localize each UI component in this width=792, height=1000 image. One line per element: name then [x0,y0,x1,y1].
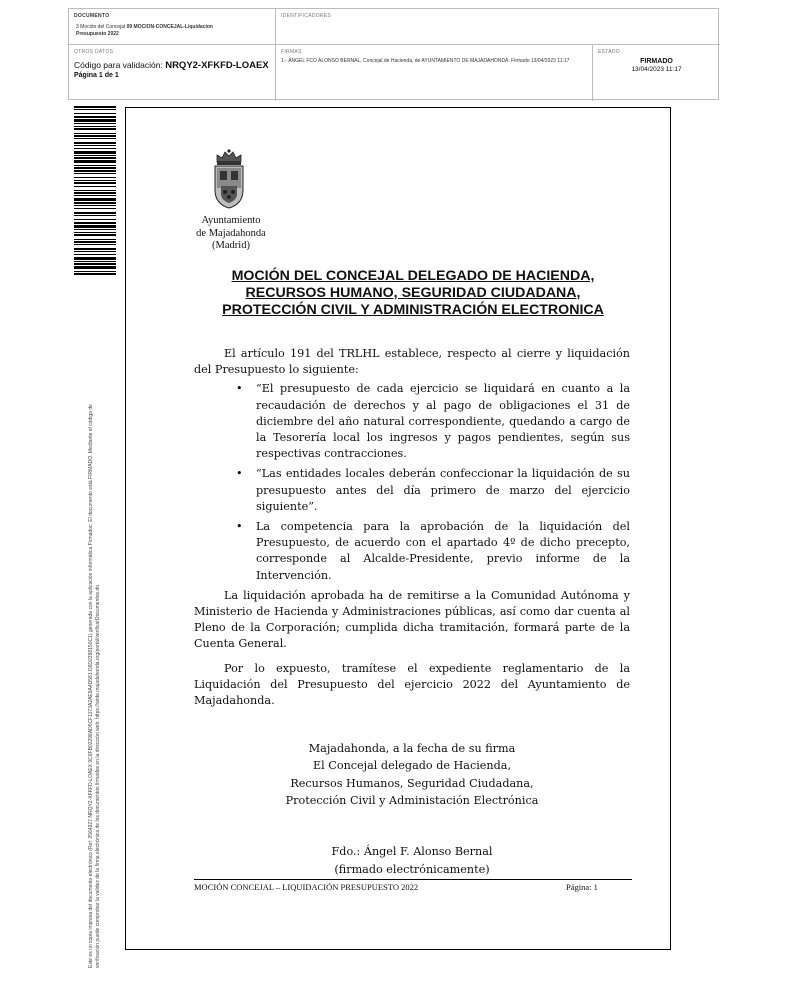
signatory-block [194,843,630,879]
title-line3: PROTECCIÓN CIVIL Y ADMINISTRACIÓN ELECTRONICA [222,302,604,318]
title-line1: MOCIÓN DEL CONCEJAL DELEGADO DE HACIENDA, [231,268,595,284]
documento-cell [69,9,276,45]
estado-label: ESTADO [598,49,620,55]
otros-datos-cell [69,45,276,101]
identificadores-label: IDENTIFICADORES [281,13,332,19]
bullet-item: • “El presupuesto de cada ejercicio se liquidará en cuanto a la recaudación de derechos y al pago de obligaciones el 31 de diciembre del año natural correspondiente, quedando a cargo de la Tesorería local los ingresos y pagos pendientes, según sus respectivas contracciones. [256,381,630,462]
bullet-list [194,381,630,583]
signature-block [194,740,630,810]
ayuntamiento-line2: de Majadahonda [196,227,266,239]
estado-cell [593,45,720,101]
documento-label: DOCUMENTO [74,13,110,19]
side-text-line2: verificación puede comprobar la validez de la firma electrónica de los documentos firmados en la dirección web: https://sede.majadahonda.org/portal/verificarDocumentos.do [94,585,101,968]
signature-role-line2: Recursos Humanos, Seguridad Ciudadana, [290,776,534,790]
otros-datos-label: OTROS DATOS [74,49,114,55]
firmas-label: FIRMAS [281,49,302,55]
footer-page-number: Página: 1 [566,882,598,892]
bullet-item: • “Las entidades locales deberán confeccionar la liquidación de su presupuesto antes del día primero de marzo del ejercicio siguiente”. [256,466,630,515]
side-text-line1: Este es un copia impresa del documento electrónico (Ref: 2564927 NRQY2-XFKFD-LOAEX 9C6FB02298AD5CF1173A2AE9A4D581 D6D2398150C1) generada con la aplicación informática Firmadoc. El documento está FIRMADO. Mediante el código de [88,404,94,968]
estado-value: FIRMADO [640,58,673,65]
intro-paragraph: El artículo 191 del TRLHL establece, respecto al cierre y liquidación del Presupuesto lo siguiente: [194,347,630,377]
signature-role-line3: Protección Civil y Administación Electrónica [285,794,539,808]
documento-text [76,24,213,38]
footer-title: MOCIÓN CONCEJAL – LIQUIDACIÓN PRESUPUESTO 2022 [194,882,419,892]
validation-code [74,60,269,71]
firma-text: 1.- ÁNGEL FCO ALONSO BERNAL, Concejal de Hacienda, de AYUNTAMIENTO DE MAJADAHONDA. Firmado 13/04/2023 11:17 [281,58,570,64]
footer-divider [194,879,632,880]
verification-side-text [88,268,101,968]
coat-of-arms-icon [211,148,247,210]
estado-info [593,58,720,73]
validation-header [68,8,719,100]
title-line2: RECURSOS HUMANO, SEGURIDAD CIUDADANA, [245,285,581,301]
estado-date: 13/04/2023 11:17 [631,66,682,73]
documento-line1: 3 Moción del Concejal [76,24,127,30]
documento-line1-bold: 09 MOCION-CONCEJAL-Liquidacion [126,24,213,30]
ayuntamiento-name [190,215,272,253]
ayuntamiento-line1: Ayuntamiento [201,215,261,226]
identificadores-cell [276,9,720,45]
validation-code-prefix: Código para validación: [74,60,166,70]
document-body [194,346,630,709]
signature-role-line1: El Concejal delegado de Hacienda, [312,759,512,773]
barcode [74,106,116,276]
bullet-item: • La competencia para la aprobación de la liquidación del Presupuesto, de acuerdo con el apartado 4º de dicho precepto, corresponde al Alcalde-Presidente, previo informe de la Intervención. [256,519,630,584]
validation-code-value: NRQY2-XFKFD-LOAEX [165,60,269,71]
document-title [193,268,633,319]
signed-electronically: (firmado electrónicamente) [334,863,490,876]
signature-place-date: Majadahonda, a la fecha de su firma [308,742,516,755]
page-count: Página 1 de 1 [74,72,119,79]
documento-line2: Presupuesto 2022 [76,31,119,37]
paragraph-conclusion: Por lo expuesto, tramítese el expediente reglamentario de la Liquidación del Presupuesto del ejercicio 2022 del Ayuntamiento de Majadahonda. [194,661,630,708]
paragraph-remision: La liquidación aprobada ha de remitirse a la Comunidad Autónoma y Ministerio de Hacienda y Administraciones públicas, así como dar cuenta al Pleno de la Corporación; cumplida dicha tramitación, formará parte de la Cuenta General. [194,588,630,651]
ayuntamiento-line3: (Madrid) [212,240,250,251]
firmas-cell [276,45,593,101]
signatory-name: Fdo.: Ángel F. Alonso Bernal [331,845,493,858]
